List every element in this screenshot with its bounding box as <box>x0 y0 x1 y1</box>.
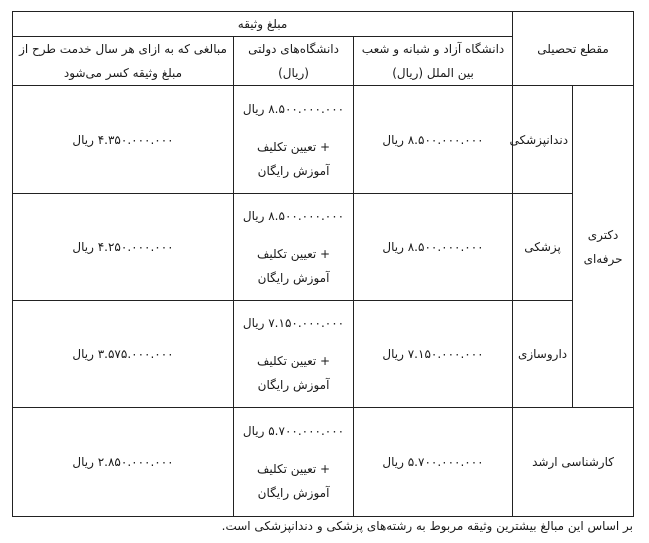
group-label-line2: حرفه‌ای <box>583 251 623 266</box>
header-level <box>513 12 634 86</box>
header-gov-line1: دانشگاه‌های دولتی <box>248 42 339 56</box>
gov-extra-line2: آموزش رایگان <box>257 486 330 500</box>
gov-extra-line2: آموزش رایگان <box>257 163 330 178</box>
gov-amount-cell <box>234 301 354 408</box>
table-row <box>13 301 634 408</box>
table-row <box>13 194 634 301</box>
azad-amount: ۸.۵۰۰.۰۰۰.۰۰۰ ریال <box>382 240 484 254</box>
field-cell <box>513 194 573 301</box>
azad-amount: ۸.۵۰۰.۰۰۰.۰۰۰ ریال <box>382 132 484 147</box>
gov-extra-line2: آموزش رایگان <box>257 378 330 392</box>
header-guarantee-group <box>13 12 513 37</box>
gov-amount-cell <box>234 86 354 194</box>
header-deduct-line1: مبالغی که به ازای هر سال خدمت طرح از <box>19 42 227 56</box>
header-gov-line2: (ریال) <box>278 66 309 80</box>
header-gov <box>234 37 354 86</box>
table-row <box>13 408 634 517</box>
deduct-amount: ۴.۳۵۰.۰۰۰.۰۰۰ ریال <box>72 132 174 147</box>
field-cell <box>509 86 573 194</box>
gov-extra-line2: آموزش رایگان <box>257 271 330 285</box>
gov-extra-line1: + تعیین تکلیف <box>256 139 331 154</box>
field-cell <box>513 301 573 408</box>
gov-extra-line1: + تعیین تکلیف <box>256 247 331 261</box>
azad-amount: ۷.۱۵۰.۰۰۰.۰۰۰ ریال <box>382 347 484 361</box>
deduct-amount: ۳.۵۷۵.۰۰۰.۰۰۰ ریال <box>72 347 174 361</box>
azad-amount-cell <box>354 194 513 301</box>
deduct-amount-cell <box>13 408 234 517</box>
header-azad <box>354 37 513 86</box>
field-name: دندانپزشکی <box>509 132 569 147</box>
header-deduct-line2: مبلغ وثیقه کسر می‌شود <box>63 66 183 80</box>
header-level-label: مقطع تحصیلی <box>537 41 609 56</box>
gov-amount-cell <box>234 408 354 517</box>
gov-amount: ۸.۵۰۰.۰۰۰.۰۰۰ ریال <box>242 209 345 223</box>
gov-amount-cell <box>234 194 354 301</box>
header-guarantee-label: مبلغ وثیقه <box>237 17 288 31</box>
gov-extra-line1: + تعیین تکلیف <box>256 354 331 368</box>
azad-amount-cell <box>354 86 513 194</box>
spacer <box>238 443 349 457</box>
deduct-amount-cell <box>13 194 234 301</box>
header-deduct <box>13 37 234 86</box>
spacer <box>238 121 349 135</box>
table-row <box>13 86 634 194</box>
spacer <box>238 228 349 242</box>
deduct-amount: ۲.۸۵۰.۰۰۰.۰۰۰ ریال <box>72 455 174 469</box>
header-azad-line2: بین الملل (ریال) <box>392 66 474 80</box>
field-name: کارشناسی ارشد <box>532 455 614 469</box>
deduct-amount: ۴.۲۵۰.۰۰۰.۰۰۰ ریال <box>72 240 174 254</box>
field-name: پزشکی <box>524 240 561 254</box>
deduct-amount-cell <box>13 86 234 194</box>
gov-amount: ۷.۱۵۰.۰۰۰.۰۰۰ ریال <box>242 316 345 330</box>
azad-amount-cell <box>354 301 513 408</box>
header-azad-line1: دانشگاه آزاد و شبانه و شعب <box>361 42 505 56</box>
header-row-top <box>13 12 634 37</box>
field-name: داروسازی <box>517 347 568 361</box>
footnote: بر اساس این مبالغ بیشترین وثیقه مربوط به رشته‌های پزشکی و دندانپزشکی است. <box>221 519 633 533</box>
azad-amount-cell <box>354 408 513 517</box>
gov-amount: ۵.۷۰۰.۰۰۰.۰۰۰ ریال <box>242 424 345 438</box>
deduct-amount-cell <box>13 301 234 408</box>
spacer <box>238 335 349 349</box>
group-label-line1: دکتری <box>587 227 619 242</box>
gov-extra-line1: + تعیین تکلیف <box>256 462 331 476</box>
field-cell <box>513 408 634 517</box>
azad-amount: ۵.۷۰۰.۰۰۰.۰۰۰ ریال <box>382 455 484 469</box>
gov-amount: ۸.۵۰۰.۰۰۰.۰۰۰ ریال <box>242 101 345 116</box>
guarantee-table <box>12 11 634 517</box>
group-label-professional-doctorate <box>573 86 634 408</box>
